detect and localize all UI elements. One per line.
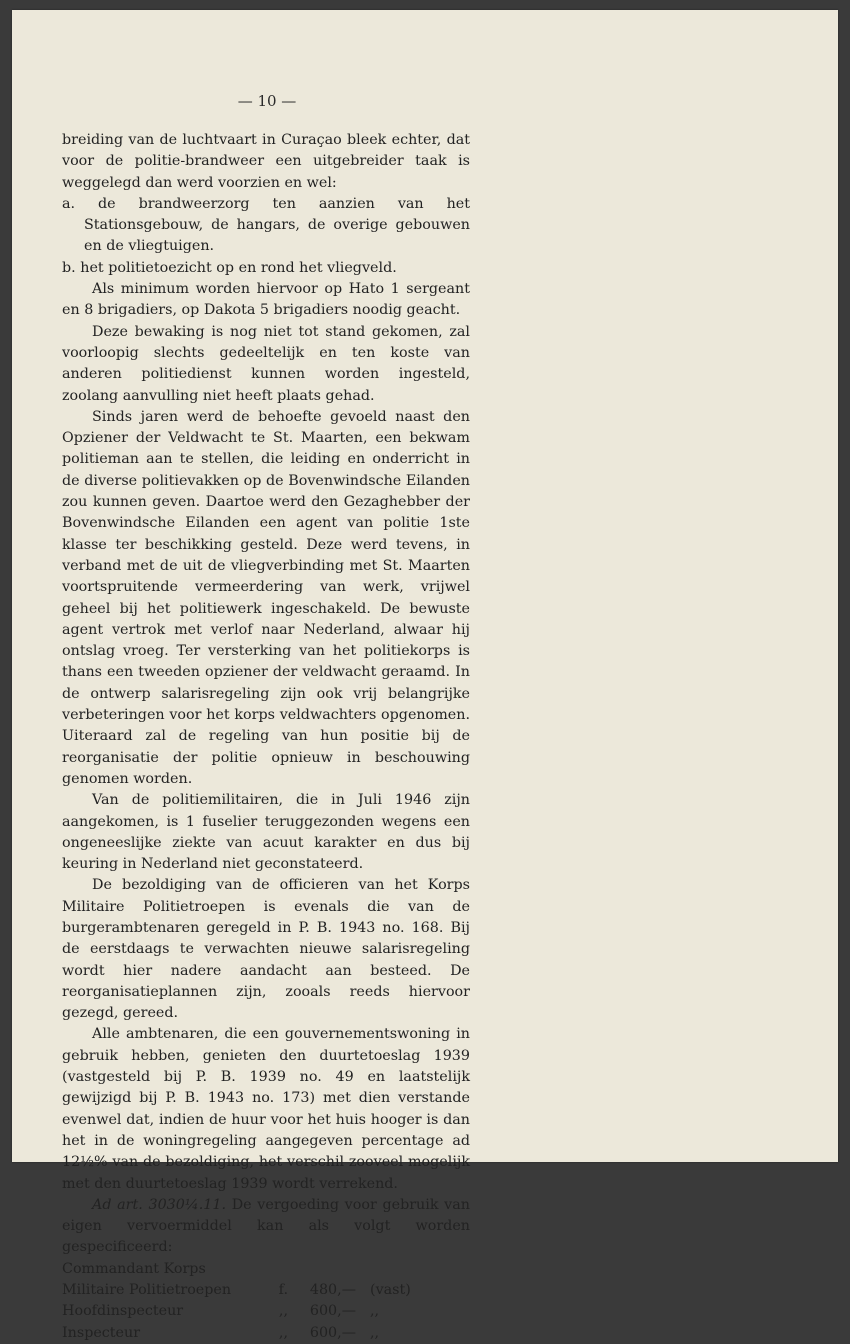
paragraph: Sinds jaren werd de behoefte gevoeld naast den Opziener der Veldwacht te St. Maarten, een bekwam politieman aan te stellen, die leiding en onderricht in de diverse politievakken op de Bovenwindsche Eilanden zou kunnen geven. Daartoe werd den Gezaghebber der Bovenwindsche Eilanden een agent van politie 1ste klasse ter beschikking gesteld. Deze werd tevens, in verband met de uit de vliegverbinding met St. Maarten voortspruitende vermeerdering van werk, vrijwel geheel bij het politiewerk ingeschakeld. De bewuste agent vertrok met verlof naar Nederland, alwaar hij ontslag vroeg. Ter versterking van het politiekorps is thans een tweeden opziener der veldwacht geraamd. In de ontwerp salarisregeling zijn ook vrij belangrijke verbeteringen voor het korps veldwachters opgenomen. Uiteraard zal de regeling van hun positie bij de reorganisatie der politie opnieuw in beschouwing genomen worden. bbox=[62, 408, 470, 787]
allowance-row bbox=[62, 1323, 470, 1344]
allowance-table bbox=[62, 1259, 470, 1344]
allowance-row bbox=[62, 1301, 470, 1322]
allowance-row bbox=[62, 1259, 470, 1302]
list-item-b: b. het politietoezicht op en rond het vliegveld. bbox=[62, 259, 397, 276]
allowance-note: ,, bbox=[370, 1303, 380, 1320]
allowance-name: Commandant Korps Militaire Politietroepen bbox=[62, 1260, 232, 1299]
allowance-amount: 480,— bbox=[309, 1282, 356, 1299]
allowance-note: (vast) bbox=[370, 1282, 411, 1299]
allowance-amount: 600,— bbox=[309, 1303, 356, 1320]
page-number: — 10 — bbox=[237, 92, 297, 110]
paragraph: Als minimum worden hiervoor op Hato 1 sergeant en 8 brigadiers, op Dakota 5 brigadiers noodig geacht. bbox=[62, 281, 470, 319]
document-page bbox=[12, 10, 838, 1341]
list-item-a: a. de brandweerzorg ten aanzien van het Stationsgebouw, de hangars, de overige gebouwen en de vliegtuigen. bbox=[62, 195, 470, 255]
allowance-currency: ,, bbox=[278, 1303, 288, 1320]
paragraph: breiding van de luchtvaart in Curaçao bleek echter, dat voor de politie-brandweer een uitgebreider taak is weggelegd dan werd voorzien en wel: bbox=[62, 132, 470, 191]
allowance-amount: 600,— bbox=[309, 1324, 356, 1341]
allowance-currency: f. bbox=[278, 1282, 288, 1299]
article-text: De vergoeding voor gebruik van eigen vervoermiddel kan als volgt worden gespecificeerd: bbox=[62, 1196, 470, 1256]
allowance-note: ,, bbox=[370, 1324, 380, 1341]
paragraph bbox=[62, 1195, 470, 1259]
allowance-name: Inspecteur bbox=[62, 1324, 141, 1341]
paragraph: Van de politiemilitairen, die in Juli 1946 zijn aangekomen, is 1 fuselier teruggezonden wegens een ongeneeslijke ziekte van acuut karakter en dus bij keuring in Nederland niet geconstateerd. bbox=[62, 792, 470, 873]
paragraph: De bezoldiging van de officieren van het Korps Militaire Politietroepen is evenals die van de burgerambtenaren geregeld in P. B. 1943 no. 168. Bij de eerstdaags te verwachten nieuwe salarisregeling wordt hier nadere aandacht aan besteed. De reorganisatieplannen zijn, zooals reeds hiervoor gezegd, gereed. bbox=[62, 877, 470, 1022]
paragraph: Deze bewaking is nog niet tot stand gekomen, zal voorloopig slechts gedeeltelijk en ten koste van anderen politiedienst kunnen worden ingesteld, zoolang aanvulling niet heeft plaats gehad. bbox=[62, 323, 470, 404]
allowance-currency: ,, bbox=[278, 1324, 288, 1341]
body-text bbox=[62, 130, 470, 1344]
article-reference: Ad art. 3030¼.11. bbox=[92, 1196, 227, 1213]
paragraph: Alle ambtenaren, die een gouvernementswoning in gebruik hebben, genieten den duurtetoeslag 1939 (vastgesteld bij P. B. 1939 no. 49 en laatstelijk gewijzigd bij P. B. 1943 no. 173) met dien verstande evenwel dat, indien de huur voor het huis hooger is dan het in de woningregeling aangegeven percentage ad 12½% van de bezoldiging, het verschil zooveel mogelijk met den duurtetoeslag 1939 wordt verrekend. bbox=[62, 1026, 470, 1192]
allowance-name: Hoofdinspecteur bbox=[62, 1303, 184, 1320]
